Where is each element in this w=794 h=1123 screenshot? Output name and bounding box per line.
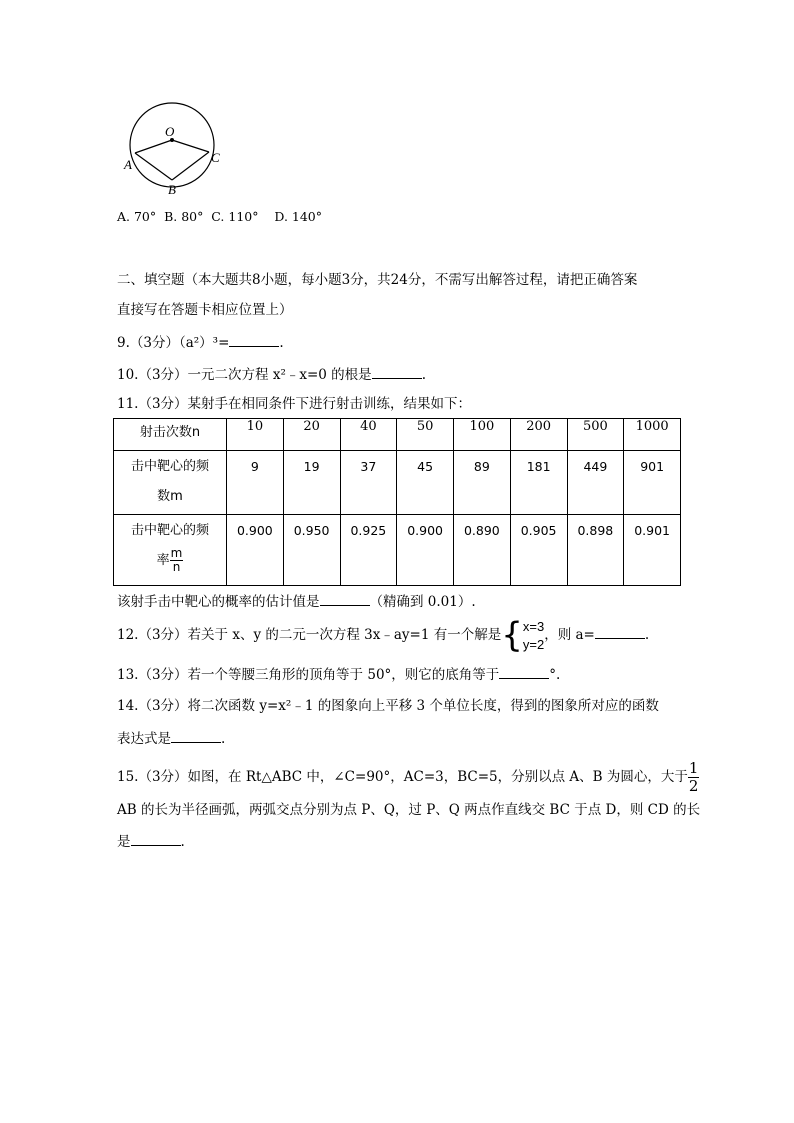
question-11-answer: [117, 591, 476, 612]
question-15-line2: AB 的长为半径画弧，两弧交点分别为点 P、Q，过 P、Q 两点作直线交 BC 于点 D，则 CD 的长: [117, 802, 701, 818]
table-row-shots: [114, 419, 681, 451]
m-cell: 449: [567, 451, 624, 515]
q15-text-3: 是: [117, 834, 131, 850]
label-a: A: [124, 157, 132, 172]
q10-blank[interactable]: [372, 364, 422, 379]
q9-suffix: .: [279, 335, 284, 351]
segment-oc: [172, 140, 209, 152]
question-15-line3: [117, 831, 185, 852]
segment-ab: [135, 153, 172, 180]
q9-text: 9.（3分）（a²）³=: [117, 335, 230, 351]
question-13: [117, 664, 560, 685]
m-cell: 181: [510, 451, 567, 515]
label-b: B: [168, 182, 176, 197]
brace-symbol: {: [501, 615, 523, 656]
label-c: C: [211, 150, 220, 165]
answer-options: A. 70° B. 80° C. 110° D. 140°: [117, 209, 323, 224]
q13-suffix: °.: [549, 667, 561, 683]
f-cell: 0.905: [510, 515, 567, 586]
q11-blank[interactable]: [320, 591, 370, 606]
q14-text: 表达式是: [117, 731, 171, 747]
q15-text-1: 15.（3分）如图，在 Rt△ABC 中，∠C=90°，AC=3，BC=5，分别以点 A、B 为圆心，大于: [117, 769, 688, 785]
f-cell: 0.901: [624, 515, 681, 586]
m-cell: 89: [454, 451, 511, 515]
f-cell: 0.900: [227, 515, 284, 586]
q14-blank[interactable]: [171, 728, 221, 743]
q15-suffix: .: [180, 834, 185, 850]
m-cell: 901: [624, 451, 681, 515]
q13-text: 13.（3分）若一个等腰三角形的顶角等于 50°，则它的底角等于: [117, 667, 500, 683]
q12-text: 12.（3分）若关于 x、y 的二元一次方程 3x﹣ay=1 有一个解是: [117, 627, 502, 643]
q11-after-suffix: （精确到 0.01）.: [369, 594, 476, 610]
q15-blank[interactable]: [131, 831, 181, 846]
row-head-shots: 射击次数n: [114, 419, 227, 451]
circle-outline: [130, 103, 214, 187]
question-10: [117, 364, 426, 385]
question-14-line2: [117, 728, 225, 749]
q10-text: 10.（3分）一元二次方程 x²﹣x=0 的根是: [117, 367, 372, 383]
n-cell: 50: [397, 419, 454, 451]
equation-system: [523, 618, 544, 654]
eq-x: x=3: [522, 618, 545, 634]
n-cell: 100: [454, 419, 511, 451]
f-cell: 0.925: [340, 515, 397, 586]
n-cell: 200: [510, 419, 567, 451]
q12-blank[interactable]: [595, 624, 645, 639]
row-head-hits: 击中靶心的频 数m: [114, 451, 227, 515]
segment-oa: [135, 140, 172, 153]
m-cell: 37: [340, 451, 397, 515]
f-cell: 0.950: [283, 515, 340, 586]
f-cell: 0.890: [454, 515, 511, 586]
q10-suffix: .: [421, 367, 426, 383]
f-cell: 0.898: [567, 515, 624, 586]
shooting-table: [113, 418, 681, 586]
n-cell: 1000: [624, 419, 681, 451]
eq-y: y=2: [522, 636, 545, 652]
n-cell: 10: [227, 419, 284, 451]
q11-after-text: 该射手击中靶心的概率的估计值是: [117, 594, 320, 610]
section-heading-line2: 直接写在答题卡相应位置上）: [117, 302, 293, 318]
question-11-stem: 11.（3分）某射手在相同条件下进行射击训练，结果如下：: [117, 396, 472, 412]
question-15-line1: [117, 760, 699, 795]
section-heading-line1: 二、填空题（本大题共8小题，每小题3分，共24分，不需写出解答过程，请把正确答案: [117, 272, 638, 288]
row-head-frequency: 击中靶心的频 率 $\frac{m}{n}$: [114, 515, 227, 586]
q14-suffix: .: [221, 731, 226, 747]
question-14-line1: 14.（3分）将二次函数 y=x²﹣1 的图象向上平移 3 个单位长度，得到的图象所对应的函数: [117, 698, 659, 714]
question-12: [117, 615, 649, 655]
q9-blank[interactable]: [229, 332, 279, 347]
table-row-hits: [114, 451, 681, 515]
q13-blank[interactable]: [499, 664, 549, 679]
f-cell: 0.900: [397, 515, 454, 586]
n-cell: 500: [567, 419, 624, 451]
m-cell: 19: [283, 451, 340, 515]
q12-mid: ，则 a=: [544, 627, 595, 643]
q12-suffix: .: [644, 627, 650, 643]
table-row-frequency: [114, 515, 681, 586]
segment-bc: [172, 152, 209, 180]
m-cell: 9: [227, 451, 284, 515]
m-cell: 45: [397, 451, 454, 515]
n-cell: 40: [340, 419, 397, 451]
n-cell: 20: [283, 419, 340, 451]
half-fraction: $\frac{1}{2}$: [688, 759, 699, 795]
label-o: O: [165, 124, 175, 139]
question-9: [117, 332, 284, 353]
